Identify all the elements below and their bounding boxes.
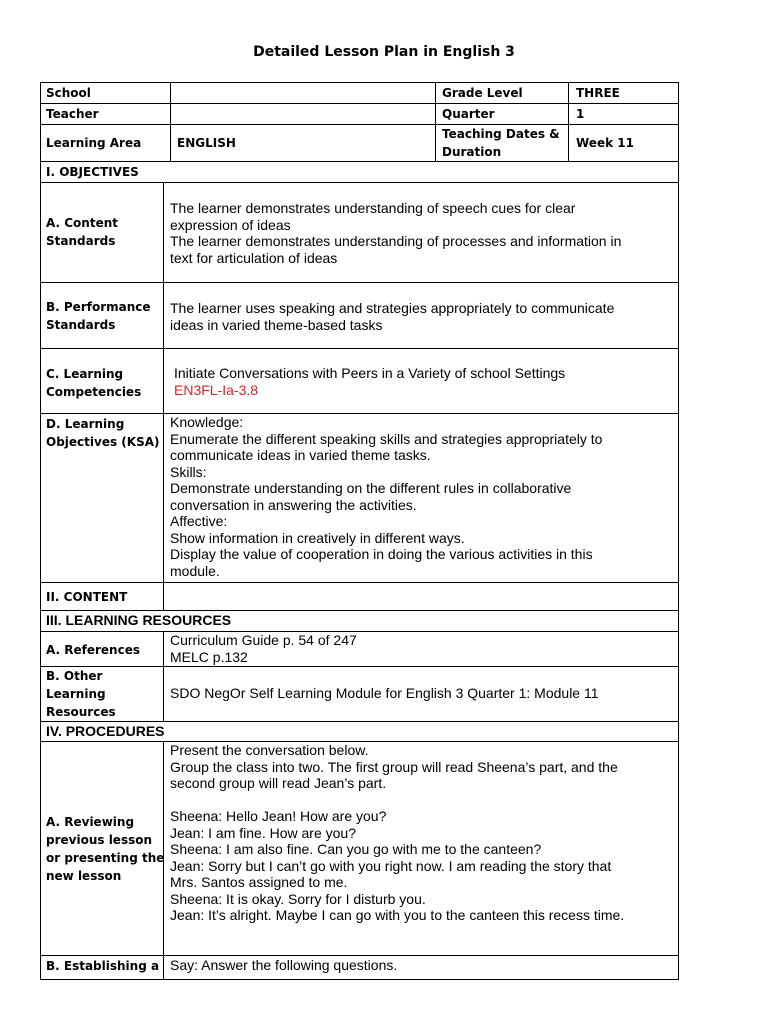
divider	[40, 955, 679, 956]
performance-standards-label	[46, 298, 151, 334]
text-line: Present the conversation below.	[170, 742, 369, 758]
divider	[40, 103, 679, 104]
divider	[40, 282, 679, 283]
text-line: Affective:	[170, 513, 228, 529]
content-standards-label-line: A. Content	[46, 216, 118, 230]
divider	[435, 82, 436, 162]
divider	[40, 182, 679, 183]
text-line: Curriculum Guide p. 54 of 247	[170, 632, 357, 648]
divider	[568, 82, 569, 162]
content-standards-label-line: Standards	[46, 234, 116, 248]
learning-objectives-text	[170, 414, 602, 579]
learning-competencies-text	[174, 365, 565, 398]
learning-competencies-label-line: C. Learning	[46, 367, 124, 381]
performance-standards-label-line: B. Performance	[46, 300, 151, 314]
text-line: communicate ideas in varied theme tasks.	[170, 447, 431, 463]
reviewing-lesson-label-line: A. Reviewing	[46, 815, 135, 829]
other-resources-text: SDO NegOr Self Learning Module for English 3 Quarter 1: Module 11	[170, 685, 599, 701]
divider	[40, 348, 679, 349]
text-line: Mrs. Santos assigned to me.	[170, 874, 348, 890]
divider	[40, 582, 679, 583]
text-line: text for articulation of ideas	[170, 249, 338, 266]
references-text	[170, 632, 357, 665]
performance-standards-text	[170, 300, 614, 333]
divider	[40, 124, 679, 125]
references-label: A. References	[46, 643, 140, 657]
reviewing-lesson-label-line: previous lesson	[46, 833, 153, 847]
text-line: expression of ideas	[170, 216, 291, 233]
divider	[40, 631, 679, 632]
other-resources-label-line: B. Other	[46, 669, 103, 683]
text-line: Group the class into two. The first group will read Sheena’s part, and the	[170, 758, 618, 775]
text-line: Knowledge:	[170, 414, 244, 430]
establishing-label: B. Establishing a	[46, 959, 160, 973]
other-resources-label-line: Learning	[46, 687, 106, 701]
competency-code: EN3FL-Ia-3.8	[174, 381, 259, 398]
other-resources-label-line: Resources	[46, 705, 116, 719]
divider	[170, 82, 171, 162]
learning-resources-heading: III. LEARNING RESOURCES	[46, 612, 232, 628]
text-line: conversation in answering the activities.	[170, 496, 417, 513]
performance-standards-label-line: Standards	[46, 318, 116, 332]
learning-competencies-label-line: Competencies	[46, 385, 142, 399]
page-title: Detailed Lesson Plan in English 3	[253, 44, 515, 60]
text-line: Display the value of cooperation in doing the various activities in this	[170, 546, 593, 562]
learning-objectives-label-line: D. Learning	[46, 417, 125, 431]
text-line: Jean: Sorry but I can’t go with you right now. I am reading the story that	[170, 857, 612, 874]
text-line: The learner demonstrates understanding of processes and information in	[170, 233, 622, 249]
grade-level-value: THREE	[576, 86, 620, 100]
text-line: MELC p.132	[170, 648, 248, 665]
teacher-label: Teacher	[46, 107, 99, 121]
text-line: Sheena: It is okay. Sorry for I disturb you.	[170, 890, 426, 907]
text-line: Demonstrate understanding on the different rules in collaborative	[170, 480, 572, 496]
procedures-heading: IV. PROCEDURES	[46, 723, 165, 739]
learning-competencies-label	[46, 365, 141, 401]
text-line: Enumerate the different speaking skills and strategies appropriately to	[170, 430, 603, 447]
learning-area-label: Learning Area	[46, 136, 142, 150]
teaching-dates-label	[442, 125, 560, 161]
teaching-dates-value: Week 11	[576, 136, 634, 150]
objectives-heading: I. OBJECTIVES	[46, 165, 139, 179]
divider	[40, 666, 679, 667]
text-line: The learner uses speaking and strategies appropriately to communicate	[170, 300, 615, 316]
reviewing-lesson-label-line: new lesson	[46, 869, 122, 883]
school-label: School	[46, 86, 91, 100]
learning-objectives-label	[46, 415, 159, 451]
reviewing-lesson-text	[170, 742, 624, 924]
text-line: The learner demonstrates understanding of speech cues for clear	[170, 200, 576, 216]
text-line: ideas in varied theme-based tasks	[170, 316, 383, 333]
quarter-label: Quarter	[442, 107, 495, 121]
divider	[163, 631, 164, 721]
text-line: Sheena: I am also fine. Can you go with me to the canteen?	[170, 841, 542, 857]
grade-level-label: Grade Level	[442, 86, 523, 100]
text-line: Jean: I am fine. How are you?	[170, 824, 356, 841]
learning-area-value: ENGLISH	[177, 136, 236, 150]
content-standards-label	[46, 214, 118, 250]
competency-text: Initiate Conversations with Peers in a Variety of school Settings	[174, 365, 566, 381]
learning-objectives-label-line: Objectives (KSA)	[46, 435, 160, 449]
teaching-dates-label-line: Duration	[442, 145, 502, 159]
reviewing-lesson-label	[46, 813, 164, 885]
text-line: Jean: It’s alright. Maybe I can go with you to the canteen this recess time.	[170, 907, 625, 923]
reviewing-lesson-label-line: or presenting the	[46, 851, 165, 865]
text-line: Skills:	[170, 463, 207, 480]
text-line: second group will read Jean’s part.	[170, 775, 387, 791]
divider	[40, 721, 679, 722]
divider	[40, 610, 679, 611]
text-line: Sheena: Hello Jean! How are you?	[170, 808, 387, 824]
quarter-value: 1	[576, 107, 585, 121]
text-line: Show information in creatively in different ways.	[170, 529, 465, 546]
other-resources-label	[46, 667, 116, 721]
divider	[163, 183, 164, 610]
teaching-dates-label-line: Teaching Dates &	[442, 127, 560, 141]
content-heading: II. CONTENT	[46, 590, 128, 604]
text-line	[170, 792, 624, 809]
establishing-text: Say: Answer the following questions.	[170, 957, 398, 973]
content-standards-text	[170, 200, 621, 266]
text-line: module.	[170, 562, 220, 579]
